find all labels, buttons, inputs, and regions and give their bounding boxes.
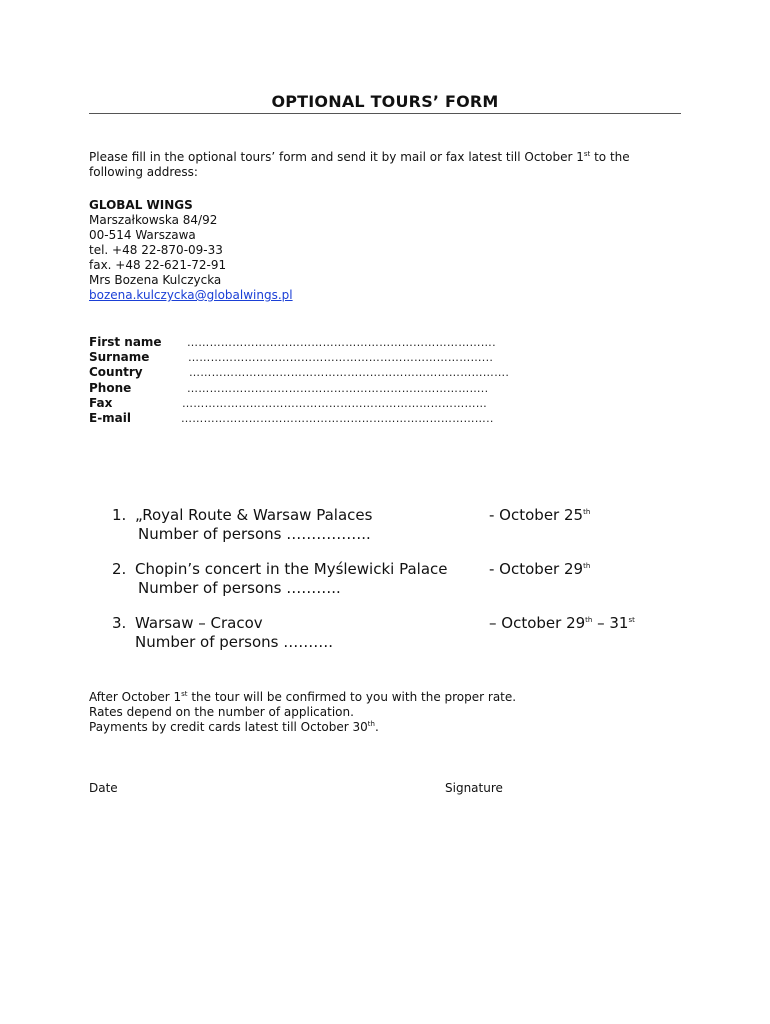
- tour-3-date: – October 29th – 31st: [489, 614, 635, 632]
- field-label-phone: Phone: [89, 381, 132, 395]
- note-line-3: Payments by credit cards latest till October 30th.: [89, 720, 379, 734]
- address-block: [89, 198, 293, 303]
- tour-3-number: 3.: [112, 614, 127, 632]
- field-label-country: Country: [89, 365, 143, 379]
- date-label: Date: [89, 781, 118, 795]
- field-label-email: E-mail: [89, 411, 132, 425]
- address-fax: fax. +48 22-621-72-91: [89, 258, 227, 272]
- email-link[interactable]: bozena.kulczycka@globalwings.pl: [89, 288, 293, 302]
- tour-2-date: - October 29th: [489, 560, 591, 578]
- notes-block: [89, 690, 689, 735]
- address-contact: Mrs Bozena Kulczycka: [89, 273, 222, 287]
- tour-2-persons[interactable]: Number of persons ………..: [138, 579, 341, 597]
- tour-1-name: „Royal Route & Warsaw Palaces: [135, 506, 373, 524]
- field-surname-input[interactable]: ……………………………………………………………………...: [188, 351, 494, 364]
- tour-2-number: 2.: [112, 560, 127, 578]
- note-line-1: After October 1st the tour will be confirmed to you with the proper rate.: [89, 690, 517, 704]
- company-name: GLOBAL WINGS: [89, 198, 193, 212]
- tour-3-name: Warsaw – Cracov: [135, 614, 263, 632]
- field-fax-input[interactable]: ………………………………………………………………………: [182, 397, 488, 410]
- intro-text: [89, 150, 689, 180]
- field-email-input[interactable]: ………………………………………………………………………..: [181, 412, 494, 425]
- field-first-name-input[interactable]: ……………………………………………………………………….: [187, 336, 496, 349]
- field-country-input[interactable]: ………………………………………………………………………….: [189, 366, 510, 379]
- address-city: 00-514 Warszawa: [89, 228, 196, 242]
- address-tel: tel. +48 22-870-09-33: [89, 243, 223, 257]
- field-label-fax: Fax: [89, 396, 113, 410]
- note-line-2: Rates depend on the number of application.: [89, 705, 354, 719]
- page-title: OPTIONAL TOURS’ FORM: [271, 92, 499, 111]
- field-phone-input[interactable]: ……………………………………………………………………..: [187, 382, 489, 395]
- address-street: Marszałkowska 84/92: [89, 213, 218, 227]
- tour-1-date: - October 25th: [489, 506, 591, 524]
- tour-2-name: Chopin’s concert in the Myślewicki Palace: [135, 560, 448, 578]
- tour-3-persons[interactable]: Number of persons ……….: [135, 633, 334, 651]
- tour-1-persons[interactable]: Number of persons ……………..: [138, 525, 371, 543]
- intro-line-2: following address:: [89, 165, 198, 179]
- field-label-surname: Surname: [89, 350, 150, 364]
- tour-1-number: 1.: [112, 506, 127, 524]
- title-underline: [89, 113, 681, 114]
- intro-line-1: Please fill in the optional tours’ form and send it by mail or fax latest till October 1st to the: [89, 150, 630, 164]
- field-label-first-name: First name: [89, 335, 162, 349]
- signature-label: Signature: [445, 781, 503, 795]
